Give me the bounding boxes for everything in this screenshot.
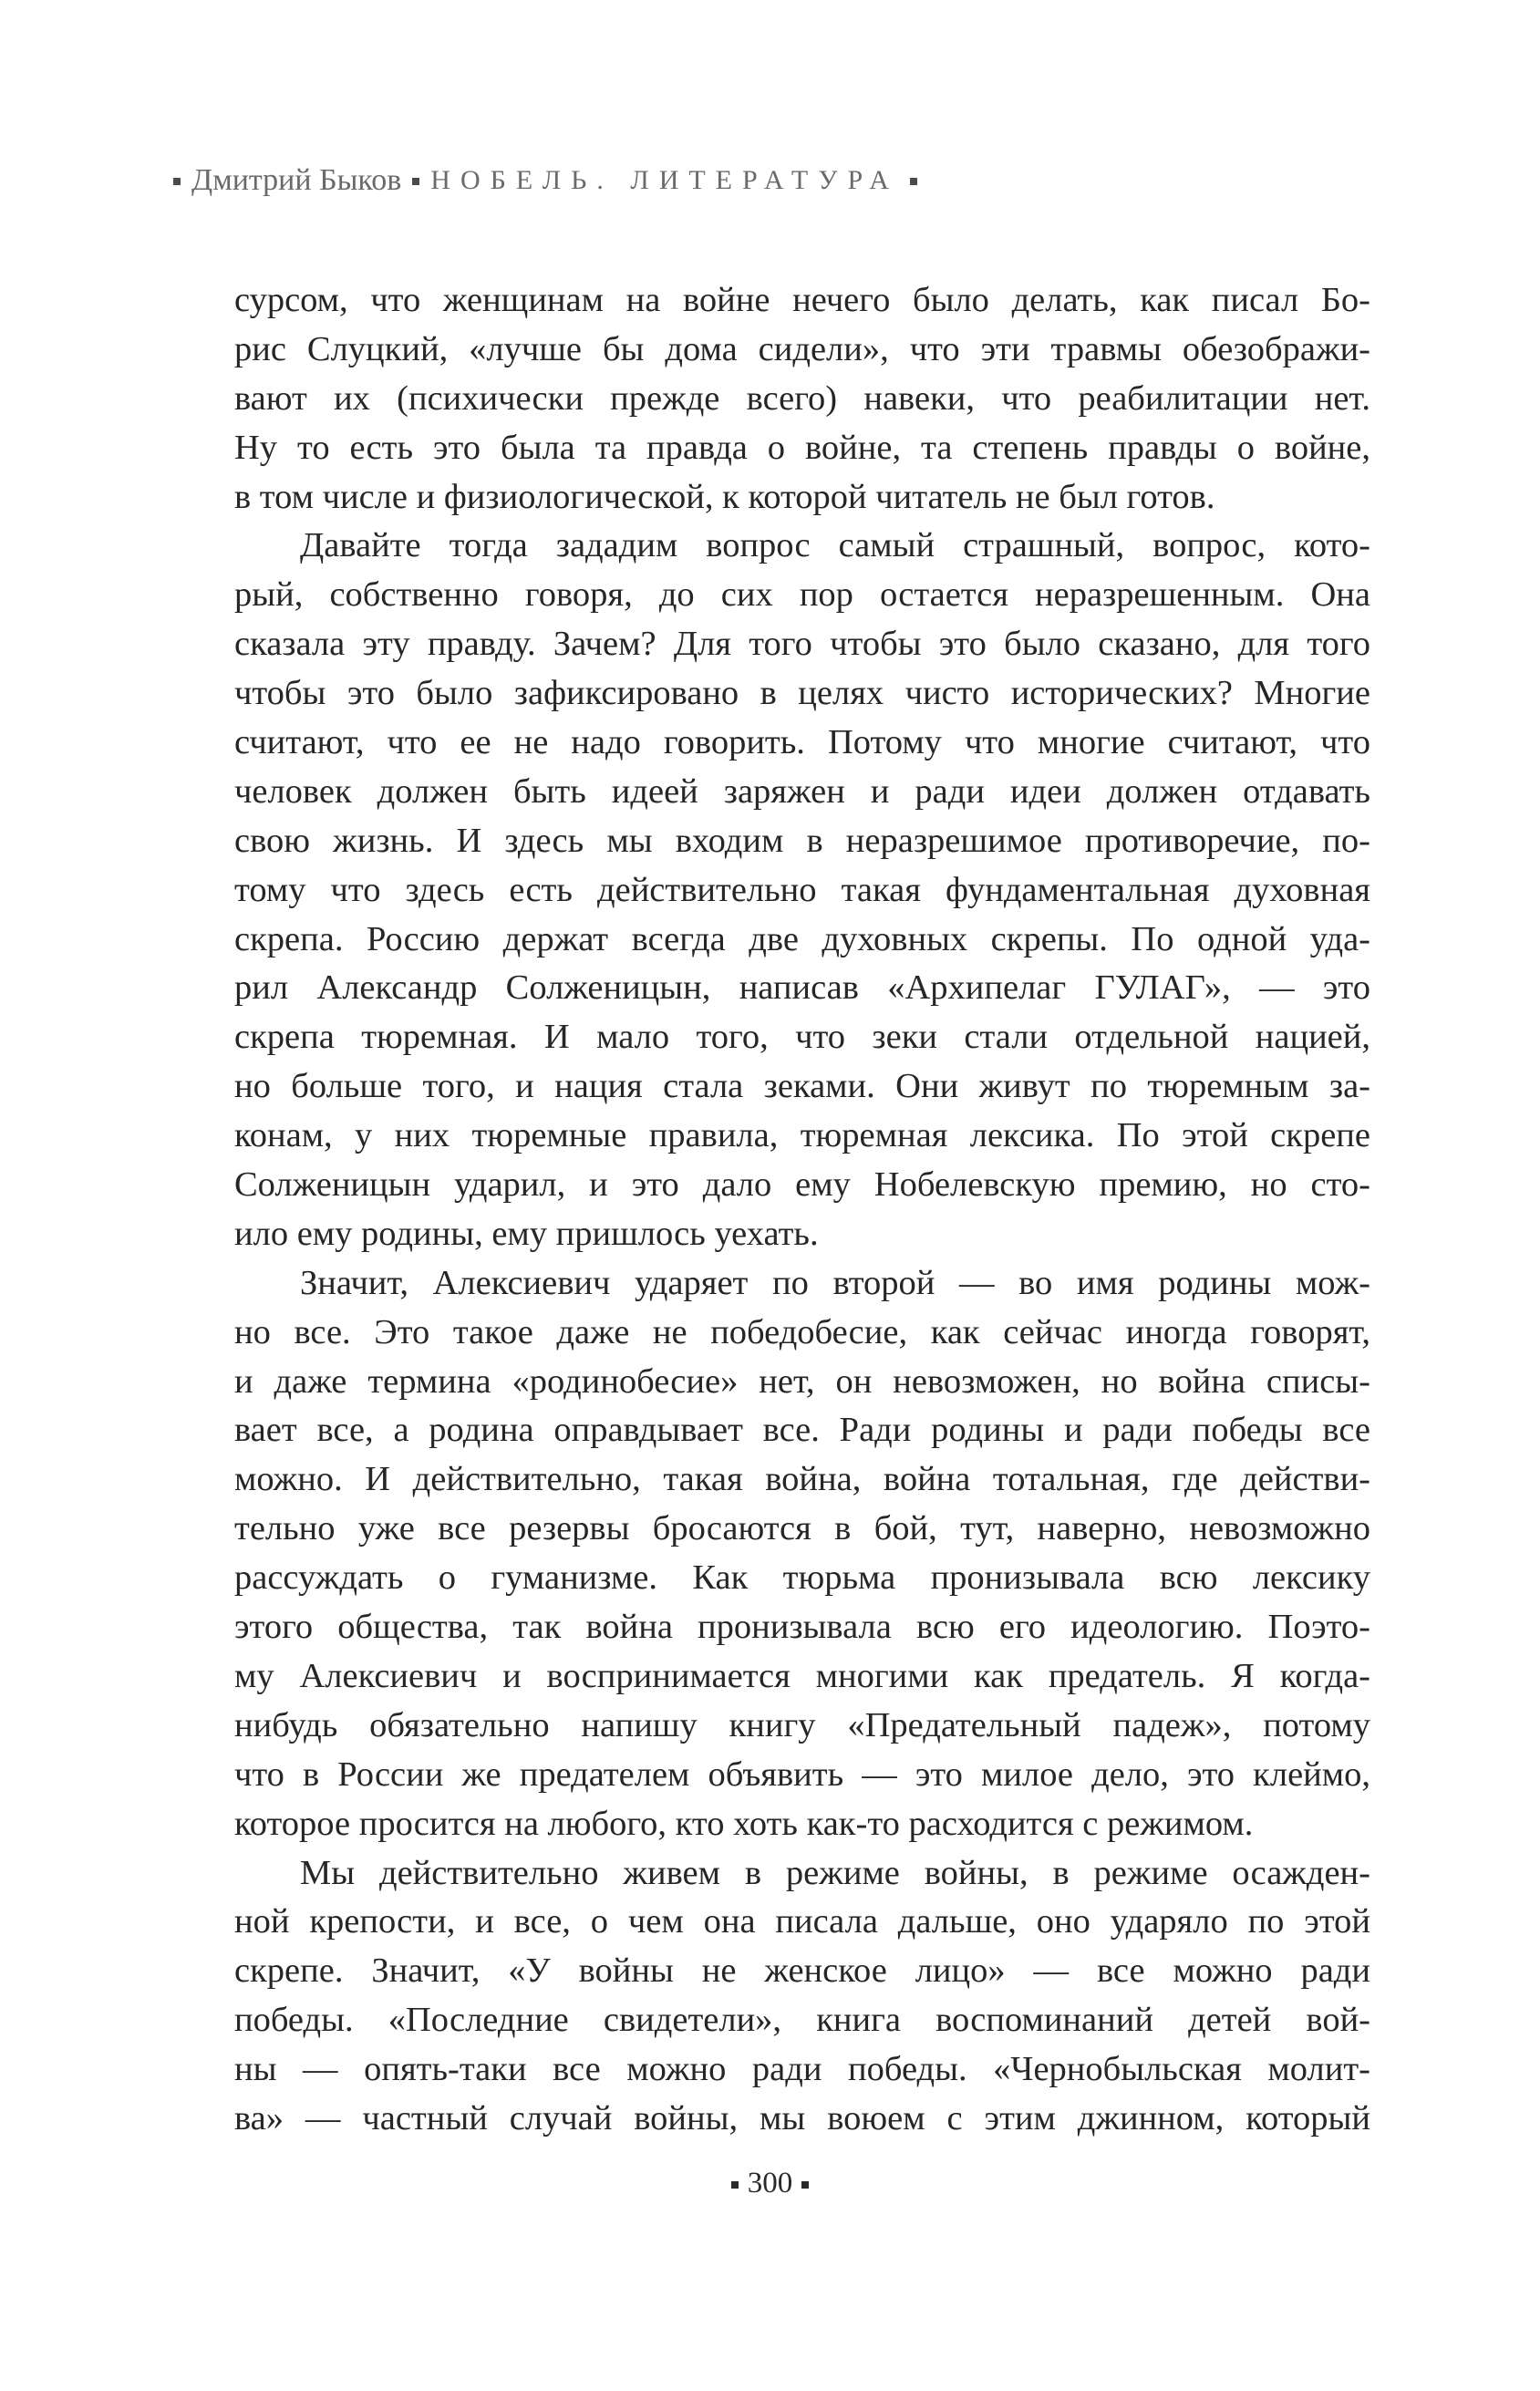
square-bullet-icon (412, 178, 419, 185)
square-bullet-icon (173, 178, 181, 185)
text-line: скрепа тюремная. И мало того, что зеки стали отдельной нацией, (234, 1018, 1370, 1057)
body-text (234, 276, 1370, 2144)
text-line: этого общества, так война пронизывала всю его идеологию. Поэто- (234, 1608, 1370, 1647)
text-line: и даже термина «родинобесие» нет, он невозможен, но война списы- (234, 1361, 1370, 1401)
text-line: можно. И действительно, такая война, война тотальная, где действи- (234, 1460, 1370, 1499)
text-line: свою жизнь. И здесь мы входим в неразрешимое противоречие, по- (234, 821, 1370, 860)
text-line: рый, собственно говоря, до сих пор остается неразрешенным. Она (234, 575, 1370, 615)
text-line: которое просится на любого, кто хоть как-то расходится с режимом. (234, 1804, 1254, 1843)
text-line: конам, у них тюремные правила, тюремная лексика. По этой скрепе (234, 1116, 1370, 1155)
text-line: Мы действительно живем в режиме войны, в режиме осажден- (300, 1853, 1370, 1892)
text-line: тому что здесь есть действительно такая фундаментальная духовная (234, 870, 1370, 909)
page-folio (0, 2167, 1540, 2200)
text-line: Давайте тогда зададим вопрос самый страшный, вопрос, кото- (300, 526, 1370, 565)
text-line: нибудь обязательно напишу книгу «Предательный падеж», потому (234, 1705, 1370, 1744)
text-line: сурсом, что женщинам на войне нечего было делать, как писал Бо- (234, 281, 1370, 319)
running-head (173, 160, 928, 201)
text-line: но все. Это такое даже не победобесие, как сейчас иногда говорят, (234, 1312, 1370, 1351)
text-line: победы. «Последние свидетели», книга воспоминаний детей вой- (234, 2001, 1370, 2040)
text-line: Солженицын ударил, и это дало ему Нобелевскую премию, но сто- (234, 1165, 1370, 1205)
text-line: вает все, а родина оправдывает все. Ради родины и ради победы все (234, 1411, 1370, 1450)
text-line: чтобы это было зафиксировано в целях чисто исторических? Многие (234, 674, 1370, 713)
text-line: Значит, Алексиевич ударяет по второй — во имя родины мож- (300, 1263, 1370, 1302)
text-line: рассуждать о гуманизме. Как тюрьма пронизывала всю лексику (234, 1558, 1370, 1598)
text-line: ной крепости, и все, о чем она писала дальше, оно ударяло по этой (234, 1902, 1370, 1941)
text-line: в том числе и физиологической, к которой читатель не был готов. (234, 477, 1215, 516)
text-line: скрепе. Значит, «У войны не женское лицо» — все можно ради (234, 1951, 1370, 1991)
text-line: му Алексиевич и воспринимается многими как предатель. Я когда- (234, 1656, 1370, 1695)
running-head-author: Дмитрий Быков (191, 163, 402, 197)
square-bullet-icon (731, 2181, 739, 2189)
text-line: Ну то есть это была та правда о войне, та степень правды о войне, (234, 428, 1370, 467)
square-bullet-icon (801, 2181, 809, 2189)
text-line: рис Слуцкий, «лучше бы дома сидели», что эти травмы обезображи- (234, 329, 1370, 368)
text-line: ны — опять-таки все можно ради победы. «Чернобыльская молит- (234, 2050, 1370, 2089)
text-line: ва» — частный случай войны, мы воюем с этим джинном, который (234, 2098, 1370, 2137)
text-line: но больше того, и нация стала зеками. Они живут по тюремным за- (234, 1067, 1370, 1106)
page-number: 300 (747, 2167, 793, 2200)
square-bullet-icon (910, 178, 917, 185)
running-head-title: НОБЕЛЬ. ЛИТЕРАТУРА (430, 165, 899, 195)
text-line: скрепа. Россию держат всегда две духовных скрепы. По одной уда- (234, 919, 1370, 958)
text-line: человек должен быть идеей заряжен и ради идеи должен отдавать (234, 771, 1370, 811)
text-line: тельно уже все резервы бросаются в бой, тут, наверно, невозможно (234, 1509, 1370, 1548)
text-line: что в России же предателем объявить — это милое дело, это клеймо, (234, 1754, 1370, 1794)
text-line: сказала эту правду. Зачем? Для того чтобы это было сказано, для того (234, 625, 1370, 664)
text-line: вают их (психически прежде всего) навеки, что реабилитации нет. (234, 378, 1370, 418)
text-line: ило ему родины, ему пришлось уехать. (234, 1214, 819, 1253)
text-line: считают, что ее не надо говорить. Потому что многие считают, что (234, 723, 1370, 762)
text-line: рил Александр Солженицын, написав «Архипелаг ГУЛАГ», — это (234, 968, 1370, 1008)
